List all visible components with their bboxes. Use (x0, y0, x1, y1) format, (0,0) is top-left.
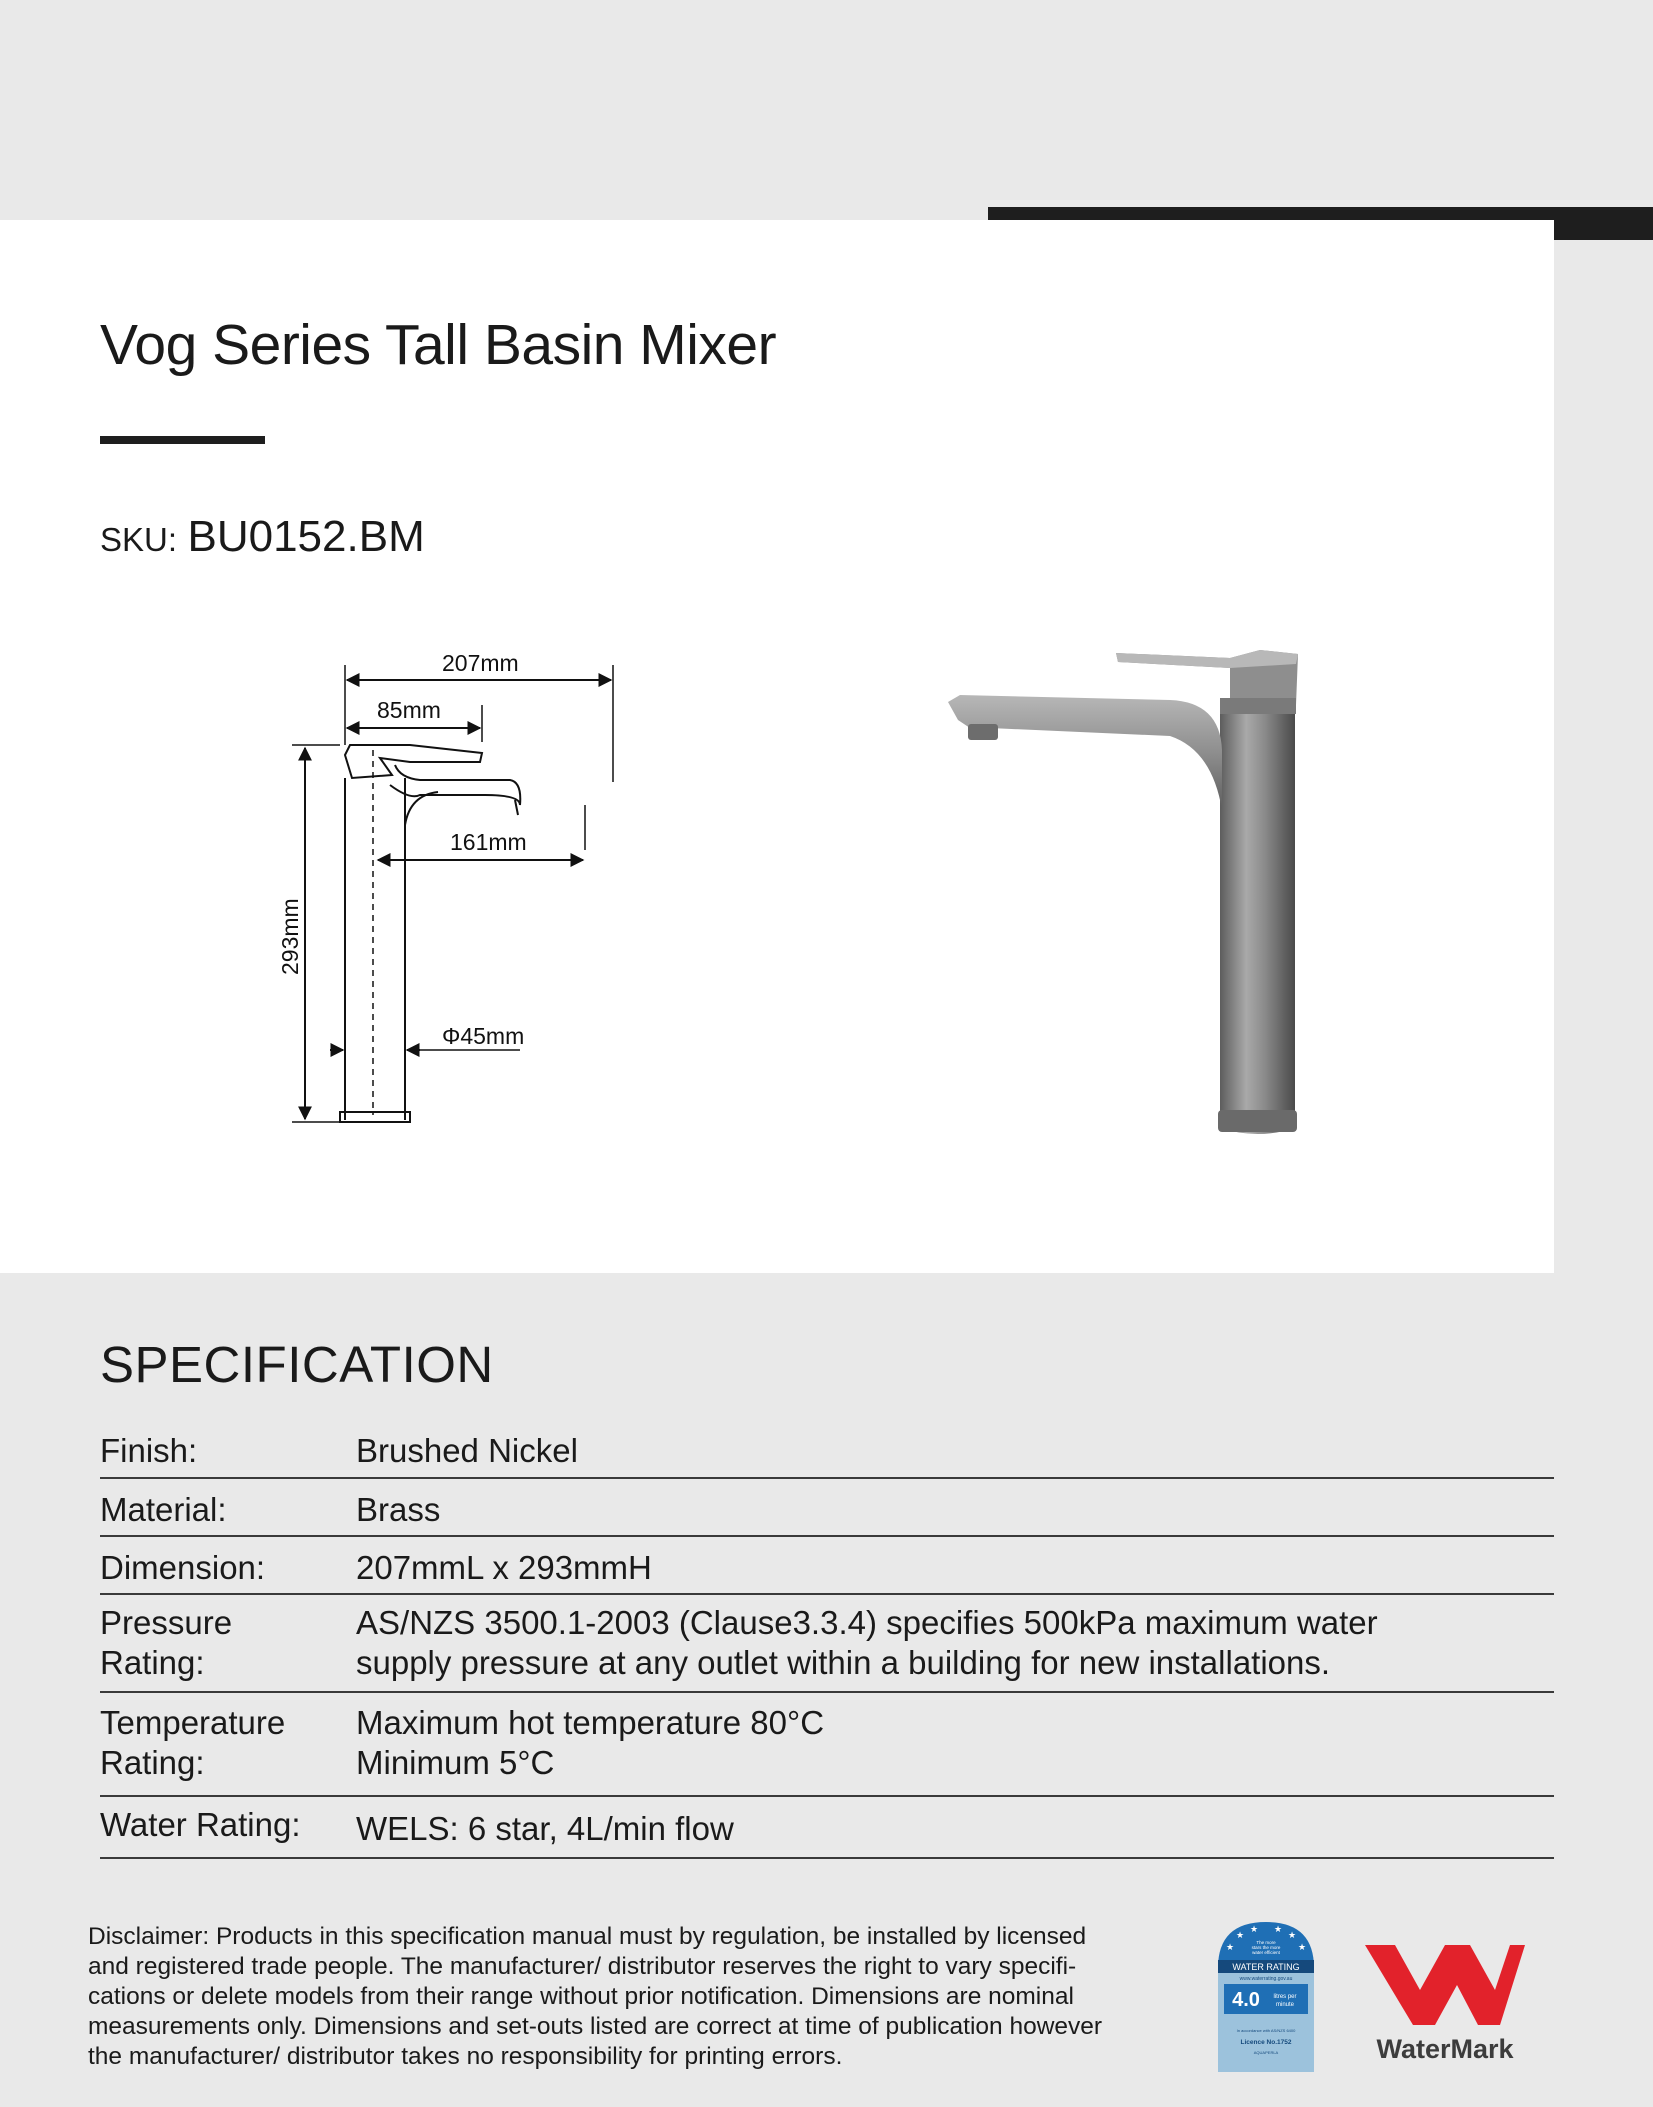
disclaimer-line: cations or delete models from their range without prior notification. Dimensions are nominal (88, 1983, 1074, 2010)
faucet-aerator (968, 724, 998, 740)
wels-tagline: stars the more (1251, 1945, 1281, 1950)
wels-title: WATER RATING (1232, 1962, 1300, 1972)
spec-row-finish (100, 1425, 1554, 1479)
faucet-cartridge-collar (1220, 698, 1296, 714)
specification-heading: SPECIFICATION (100, 1336, 494, 1393)
sku-label: SKU: (100, 521, 178, 558)
dim-label-85: 85mm (377, 697, 441, 723)
star-icon: ★ (1236, 1930, 1245, 1940)
faucet-base (1218, 1110, 1297, 1132)
handle-outline (345, 745, 482, 778)
spec-row-dimension (100, 1537, 1554, 1595)
star-icon: ★ (1274, 1924, 1283, 1934)
spec-value-line: AS/NZS 3500.1-2003 (Clause3.3.4) specifies 500kPa maximum water (356, 1604, 1378, 1641)
spec-value (356, 1703, 1546, 1783)
faucet-body (1220, 710, 1295, 1134)
wels-tagline: water efficient (1252, 1950, 1280, 1955)
spout-neck (405, 792, 438, 825)
star-icon: ★ (1250, 1924, 1259, 1934)
faucet-spout (948, 695, 1222, 810)
dim-label-161: 161mm (450, 829, 527, 855)
dim-label-207: 207mm (442, 650, 519, 676)
disclaimer-line: and registered trade people. The manufacturer/ distributor reserves the right to vary specifi- (88, 1953, 1077, 1980)
spec-label-line: Rating: (100, 1744, 205, 1781)
spec-value: WELS: 6 star, 4L/min flow (356, 1810, 734, 1847)
spec-label: Dimension: (100, 1549, 266, 1586)
spec-label: Finish: (100, 1432, 198, 1469)
spec-value: 207mmL x 293mmH (356, 1549, 652, 1586)
title-underline (100, 436, 265, 444)
wels-flow-unit: minute (1275, 2002, 1295, 2008)
spec-row-pressure (100, 1595, 1554, 1693)
star-icon: ★ (1226, 1942, 1235, 1952)
disclaimer-line: Disclaimer: Products in this specification manual must by regulation, be installed by licensed (88, 1923, 1087, 1950)
spec-value-line: Maximum hot temperature 80°C (356, 1704, 825, 1741)
spec-label: Material: (100, 1491, 227, 1528)
watermark-w-icon (1360, 1935, 1530, 2035)
watermark-logo (1360, 1935, 1530, 2065)
watermark-text: WaterMark (1376, 2034, 1514, 2064)
spec-value: Brushed Nickel (356, 1432, 578, 1469)
spec-row-water-rating (100, 1797, 1554, 1859)
spec-row-material (100, 1479, 1554, 1537)
wels-flow-unit: litres per (1273, 1994, 1297, 2000)
wels-website: www.waterrating.gov.au (1239, 1976, 1293, 1982)
spec-label-line: Pressure (100, 1604, 233, 1641)
disclaimer-line: the manufacturer/ distributor takes no responsibility for printing errors. (88, 2043, 843, 2070)
wels-product-code: AQUAPERLA (1253, 2050, 1279, 2055)
star-icon: ★ (1288, 1930, 1297, 1940)
wels-tagline: The more (1256, 1940, 1276, 1945)
spout-outline (390, 765, 520, 805)
spec-row-temperature (100, 1693, 1554, 1797)
wels-rating-label (1218, 1920, 1314, 2072)
spec-label-line: Rating: (100, 1644, 205, 1681)
specification-table (100, 1425, 1554, 1859)
disclaimer (88, 1922, 1198, 2072)
spec-label (100, 1603, 350, 1683)
spec-value-line: supply pressure at any outlet within a building for new installations. (356, 1644, 1331, 1681)
spec-label (100, 1703, 350, 1783)
spec-value: Brass (356, 1491, 441, 1528)
sku-line (100, 512, 425, 562)
top-band (0, 0, 1653, 220)
dim-label-d45: Φ45mm (442, 1023, 525, 1049)
dim-label-293: 293mm (277, 898, 303, 975)
disclaimer-line: measurements only. Dimensions and set-outs listed are correct at time of publication however (88, 2013, 1103, 2040)
spec-label-line: Temperature (100, 1704, 286, 1741)
wels-standard-note: In accordance with AS/NZS 6400 (1236, 2028, 1296, 2033)
star-icon: ★ (1298, 1942, 1307, 1952)
wels-licence: Licence No.1752 (1240, 2039, 1292, 2046)
spec-label: Water Rating: (100, 1806, 301, 1843)
base-outline (340, 1112, 410, 1122)
aerator-outline (515, 800, 518, 815)
dimension-drawing (260, 650, 640, 1140)
sku-value: BU0152.BM (187, 512, 425, 561)
product-image (930, 640, 1310, 1150)
wels-flow-value: 4.0 (1232, 1989, 1260, 2011)
faucet-handle-top (1116, 650, 1298, 668)
spec-value-line: Minimum 5°C (356, 1744, 555, 1781)
spec-value (356, 1603, 1546, 1683)
product-title: Vog Series Tall Basin Mixer (100, 313, 777, 377)
